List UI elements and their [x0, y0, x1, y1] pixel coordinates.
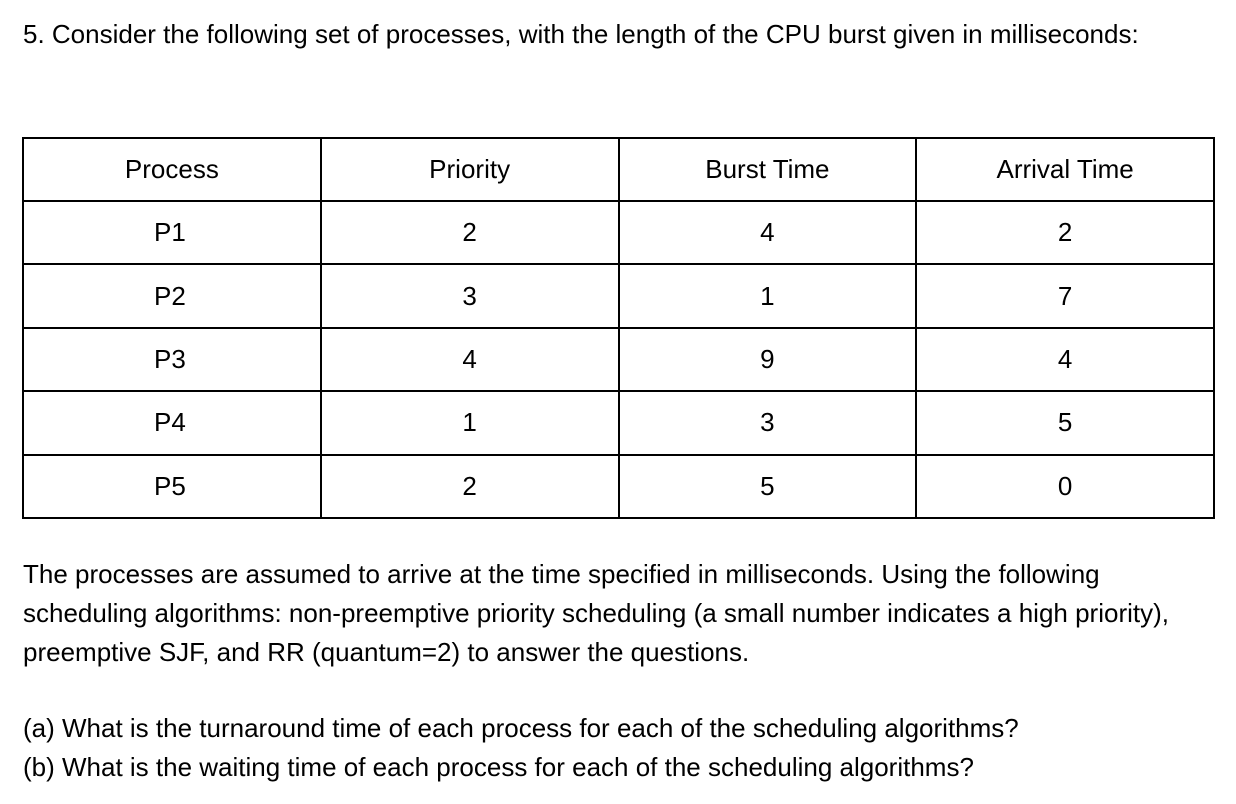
cell-arrival-time: 2 — [916, 201, 1214, 264]
cell-arrival-time: 5 — [916, 391, 1214, 454]
cell-burst-time: 9 — [619, 328, 917, 391]
question-intro: 5. Consider the following set of processes, with the length of the CPU burst given in milliseconds: — [23, 19, 1139, 49]
cell-arrival-time: 4 — [916, 328, 1214, 391]
table-row — [23, 201, 1214, 264]
cell-priority: 2 — [321, 201, 619, 264]
cell-burst-time: 4 — [619, 201, 917, 264]
cell-process: P5 — [23, 455, 321, 518]
header-burst-time: Burst Time — [619, 138, 917, 201]
cell-burst-time: 5 — [619, 455, 917, 518]
table-row — [23, 264, 1214, 327]
table-row — [23, 391, 1214, 454]
header-process: Process — [23, 138, 321, 201]
question-b: (b) What is the waiting time of each process for each of the scheduling algorithms? — [23, 752, 974, 782]
instructions-paragraph: The processes are assumed to arrive at the time specified in milliseconds. Using the following scheduling algorithms: non-preemptive priority scheduling (a small number indicates a high priority), preemptive SJF, and RR (quantum=2) to answer the questions. — [23, 559, 1169, 667]
cell-process: P4 — [23, 391, 321, 454]
table-row — [23, 328, 1214, 391]
cell-priority: 4 — [321, 328, 619, 391]
header-arrival-time: Arrival Time — [916, 138, 1214, 201]
table-row — [23, 455, 1214, 518]
cell-burst-time: 3 — [619, 391, 917, 454]
cell-priority: 2 — [321, 455, 619, 518]
cell-process: P1 — [23, 201, 321, 264]
cell-priority: 3 — [321, 264, 619, 327]
process-table — [22, 137, 1215, 519]
cell-process: P2 — [23, 264, 321, 327]
question-a: (a) What is the turnaround time of each process for each of the scheduling algorithms? — [23, 713, 1019, 743]
cell-priority: 1 — [321, 391, 619, 454]
cell-arrival-time: 0 — [916, 455, 1214, 518]
question-list — [23, 709, 1213, 787]
cell-process: P3 — [23, 328, 321, 391]
cell-burst-time: 1 — [619, 264, 917, 327]
table-header-row — [23, 138, 1214, 201]
cell-arrival-time: 7 — [916, 264, 1214, 327]
header-priority: Priority — [321, 138, 619, 201]
